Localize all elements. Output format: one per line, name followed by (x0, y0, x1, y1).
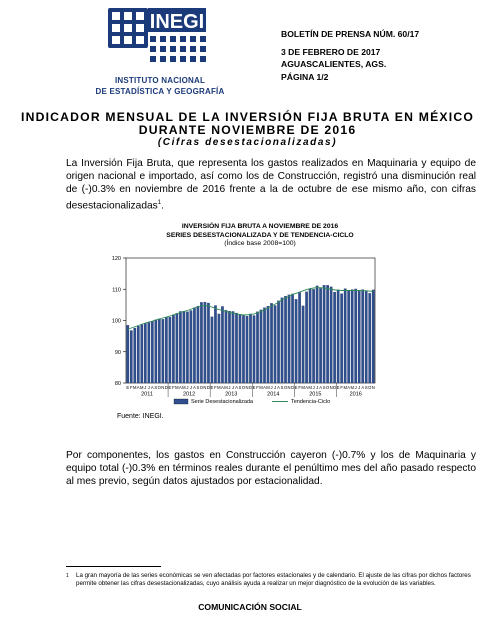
month-label: E (252, 385, 256, 390)
month-label: J (186, 385, 189, 390)
bar (256, 312, 258, 383)
year-label: 2015 (309, 391, 322, 398)
bar (337, 290, 339, 383)
bar (372, 290, 374, 383)
logo-line-1: INSTITUTO NACIONAL (114, 76, 206, 85)
bar (302, 306, 304, 383)
bulletin-number: BOLETÍN DE PRENSA NÚM. 60/17 (281, 29, 420, 39)
month-label: J (316, 385, 319, 390)
bar (340, 294, 342, 383)
inegi-logo (78, 4, 226, 96)
header-meta (281, 28, 481, 83)
bar (242, 316, 244, 384)
year-label: 2011 (141, 391, 153, 398)
bar (235, 313, 237, 383)
y-tick-label: 110 (112, 287, 121, 294)
bar (361, 290, 363, 383)
month-label: S (280, 385, 284, 390)
month-label: J (312, 385, 315, 390)
bar (263, 308, 265, 383)
bar (179, 311, 181, 383)
bar (165, 317, 167, 383)
year-label: 2013 (225, 391, 238, 398)
bar (358, 291, 360, 383)
document-title: INDICADOR MENSUAL DE LA INVERSIÓN FIJA BRUTA EN MÉXICO DURANTE NOVIEMBRE DE 2016 (20, 110, 474, 137)
month-label: A (305, 385, 309, 390)
month-label: E (336, 385, 340, 390)
bar (354, 289, 356, 383)
bulletin-page: PÁGINA 1/2 (281, 71, 329, 82)
month-label: J (144, 385, 147, 390)
month-label: J (270, 385, 273, 390)
month-label: A (221, 385, 224, 390)
bar (277, 301, 279, 383)
bar (162, 319, 164, 383)
bar (148, 322, 150, 383)
bar (347, 290, 349, 383)
month-label: M (266, 385, 270, 390)
month-label: N (287, 385, 291, 390)
month-label: E (294, 385, 298, 390)
bar (267, 306, 269, 383)
bar (228, 311, 230, 383)
chart-source: Fuente: INEGI. (117, 413, 164, 420)
month-label: E (168, 385, 172, 390)
month-label: D (333, 385, 337, 390)
month-label: F (298, 385, 301, 390)
month-label: A (319, 385, 323, 390)
month-label: S (238, 385, 242, 390)
month-label: A (178, 385, 182, 390)
footnote-text: La gran mayoría de las series económicas se ven afectadas por factores estacionales y de calendario. El ajuste de las cifras por dichos factores permite obtener las cifras desestacionalizadas, cuyo análisis ayuda a realizar un mejor diagnóstico de la evolución de las variables. (76, 572, 471, 588)
bar (309, 289, 311, 383)
document-subtitle: (Cifras desestacionalizadas) (157, 137, 338, 148)
month-label: D (206, 385, 210, 390)
month-label: M (308, 385, 312, 390)
month-label: A (150, 385, 154, 390)
month-label: M (217, 385, 221, 390)
bar (295, 299, 297, 383)
month-label: N (245, 385, 249, 390)
bar (291, 294, 293, 383)
bar (319, 288, 321, 383)
month-label: M (175, 385, 179, 390)
month-label: F (172, 385, 175, 390)
footnote-mark: 1 (66, 573, 69, 579)
month-label: F (129, 385, 133, 390)
bar (260, 310, 262, 383)
y-tick-label: 80 (114, 381, 121, 387)
month-label: J (147, 385, 150, 390)
chart-note: (Índice base 2008=100) (224, 240, 296, 247)
bar (326, 285, 328, 383)
month-label: A (136, 385, 140, 390)
month-label: D (164, 385, 168, 390)
month-label: D (291, 385, 295, 390)
legend-label-bars: Serie Desestacionalizada (191, 399, 254, 405)
bar (365, 291, 367, 383)
bar (134, 328, 136, 383)
month-label: F (214, 385, 217, 390)
bar (323, 285, 325, 383)
month-label: E (210, 385, 214, 390)
month-label: S (322, 385, 326, 390)
bar (137, 326, 139, 383)
bar (284, 296, 286, 383)
month-label: M (343, 385, 347, 390)
month-label: E (126, 385, 130, 390)
month-label: N (203, 385, 207, 390)
bar (211, 317, 213, 383)
bar (305, 292, 307, 383)
footnote-rule (66, 566, 161, 567)
bar (172, 315, 174, 383)
month-label: J (231, 385, 235, 390)
bar (186, 312, 188, 383)
footnote-ref: 1 (157, 199, 162, 206)
bar (197, 306, 199, 383)
month-label: F (256, 385, 259, 390)
bar (176, 313, 178, 383)
month-label: S (196, 385, 200, 390)
bar (246, 316, 248, 383)
bar (144, 323, 146, 383)
month-label: A (263, 385, 266, 390)
chart-title: INVERSIÓN FIJA BRUTA A NOVIEMBRE DE 2016 (181, 223, 339, 230)
year-label: 2016 (349, 391, 362, 398)
bar (193, 308, 195, 383)
month-label: M (350, 385, 354, 390)
month-label: D (248, 385, 253, 390)
month-label: N (371, 385, 375, 390)
month-label: J (228, 385, 231, 390)
bar (158, 319, 160, 383)
bar (218, 314, 220, 383)
legend-swatch-bars (174, 399, 188, 404)
month-label: N (329, 385, 333, 390)
bar (369, 293, 371, 383)
month-label: S (364, 385, 368, 390)
bar (225, 310, 227, 383)
footnote (66, 572, 476, 589)
y-tick-label: 90 (114, 349, 121, 356)
month-label: A (192, 385, 196, 390)
bar (333, 292, 335, 383)
month-label: M (140, 385, 144, 390)
month-label: M (259, 385, 263, 390)
footer-label: COMUNICACIÓN SOCIAL (198, 602, 302, 612)
bar (232, 311, 234, 383)
bar (190, 311, 192, 384)
bulletin-place: AGUASCALIENTES, AGS. (281, 59, 387, 70)
logo-line-2: DE ESTADÍSTICA Y GEOGRAFÍA (95, 87, 225, 96)
bar (127, 325, 129, 383)
month-label: O (283, 385, 288, 390)
bar (298, 292, 300, 383)
bar (351, 290, 353, 383)
y-tick-label: 120 (112, 256, 121, 262)
components-paragraph: Por componentes, los gastos en Construcción cayeron (-)0.7% y los de Maquinaria y equipo total (-)0.3% en términos reales durante el penúltimo mes del año pasado respecto al mes previo, según datos ajustados por estacionalidad. (66, 450, 476, 488)
month-label: O (326, 385, 330, 390)
investment-chart (112, 248, 382, 414)
bar (200, 302, 202, 383)
year-label: 2014 (267, 391, 280, 398)
month-label: N (161, 385, 165, 390)
month-label: A (361, 385, 365, 390)
bar (281, 298, 283, 383)
month-label: A (347, 385, 351, 390)
bar (151, 321, 153, 383)
month-label: A (235, 385, 238, 390)
month-label: M (182, 385, 186, 390)
bar (169, 317, 171, 383)
intro-text: La Inversión Fija Bruta, que representa los gastos realizados en Maquinaria y equipo de origen nacional e importado, así como los de Construcción, registró una disminución real de (-)0.3% en noviembre de 2016 frente a la de octubre de ese mismo año, con cifras desestacionalizadas (66, 158, 476, 211)
intro-end: . (161, 200, 164, 211)
year-label: 2012 (183, 391, 196, 398)
y-tick-label: 100 (112, 318, 121, 325)
bar (207, 303, 209, 383)
legend-label-trend: Tendencia-Ciclo (291, 399, 331, 405)
inegi-logo-mark (78, 4, 226, 64)
bar (249, 314, 251, 383)
month-label: M (133, 385, 137, 390)
month-label: O (199, 385, 204, 390)
month-label: O (368, 385, 372, 390)
bar (253, 316, 255, 384)
bulletin-date: 3 DE FEBRERO DE 2017 (281, 47, 381, 58)
month-label: O (157, 385, 161, 390)
month-label: O (241, 385, 246, 390)
bar (214, 306, 216, 384)
month-label: M (301, 385, 305, 390)
bar (312, 289, 314, 383)
bar (270, 303, 272, 383)
month-label: J (274, 385, 277, 390)
month-label: J (358, 385, 361, 390)
bar (141, 325, 143, 383)
bar (316, 286, 318, 383)
bar (130, 331, 132, 384)
month-label: F (340, 385, 343, 390)
bar (221, 306, 223, 383)
intro-paragraph (66, 157, 476, 212)
bar (288, 295, 290, 383)
chart-subtitle: SERIES DESESTACIONALIZADA Y DE TENDENCIA-CICLO (166, 232, 354, 239)
month-label: M (224, 385, 228, 390)
bar (239, 314, 241, 383)
month-label: S (154, 385, 158, 390)
bar (274, 306, 276, 384)
month-label: J (354, 385, 357, 390)
month-label: A (277, 385, 280, 390)
bar (155, 320, 157, 383)
bar (330, 287, 332, 383)
bar (204, 302, 206, 383)
bar (344, 289, 346, 383)
bar (183, 311, 185, 383)
month-label: J (189, 385, 192, 390)
logo-mark-text: INEGI (149, 11, 205, 33)
